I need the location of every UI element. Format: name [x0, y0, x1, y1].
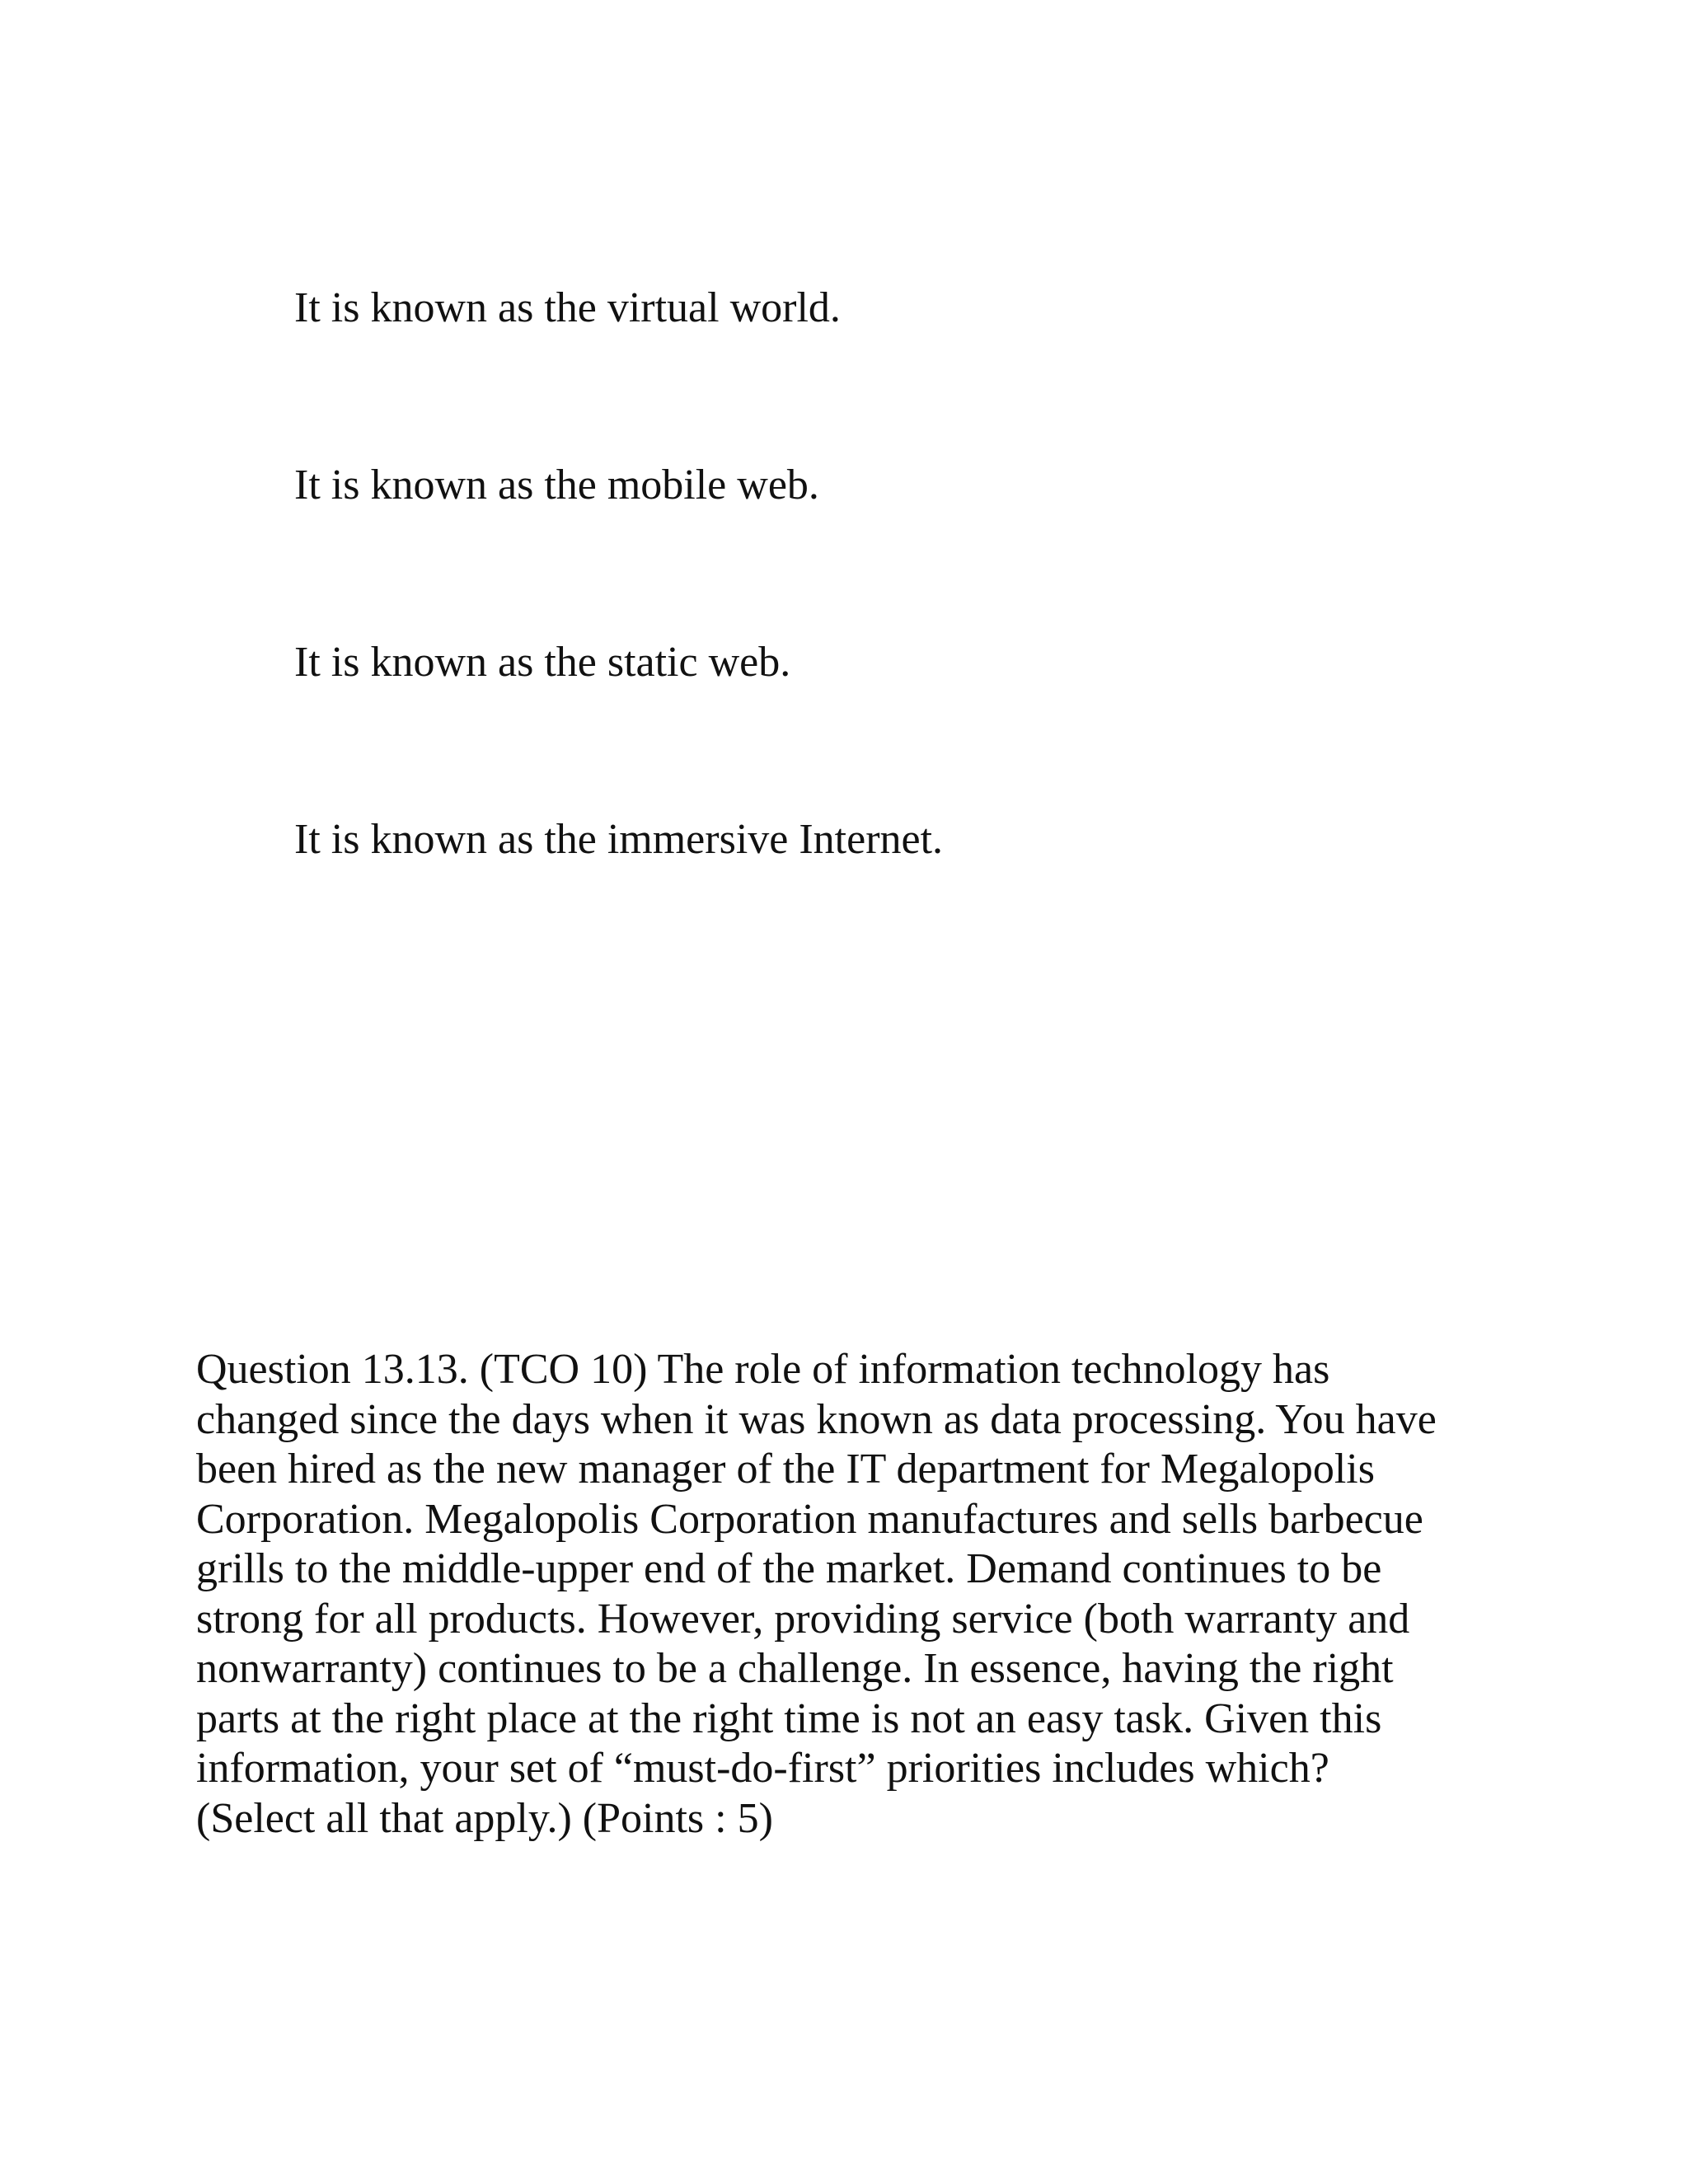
question-line: Question 13.13. (TCO 10) The role of information technology has: [196, 1346, 1330, 1393]
question-line: Corporation. Megalopolis Corporation manufactures and sells barbecue: [196, 1495, 1423, 1543]
answer-option-immersive-internet: It is known as the immersive Internet.: [294, 816, 944, 863]
question-line: strong for all products. However, providing service (both warranty and: [196, 1595, 1410, 1643]
question-line: nonwarranty) continues to be a challenge. In essence, having the right: [196, 1645, 1394, 1692]
answer-option-mobile-web: It is known as the mobile web.: [294, 462, 819, 509]
question-line: information, your set of “must-do-first” priorities includes which?: [196, 1745, 1329, 1792]
answer-option-virtual-world: It is known as the virtual world.: [294, 284, 841, 331]
question-13-13-text: [196, 1345, 1482, 1844]
question-points-line: (Select all that apply.) (Points : 5): [196, 1794, 773, 1842]
question-line: grills to the middle-upper end of the market. Demand continues to be: [196, 1545, 1382, 1592]
question-line: been hired as the new manager of the IT department for Megalopolis: [196, 1446, 1375, 1493]
answer-option-static-web: It is known as the static web.: [294, 639, 791, 686]
question-line: changed since the days when it was known as data processing. You have: [196, 1395, 1437, 1443]
question-line: parts at the right place at the right time is not an easy task. Given this: [196, 1694, 1382, 1742]
